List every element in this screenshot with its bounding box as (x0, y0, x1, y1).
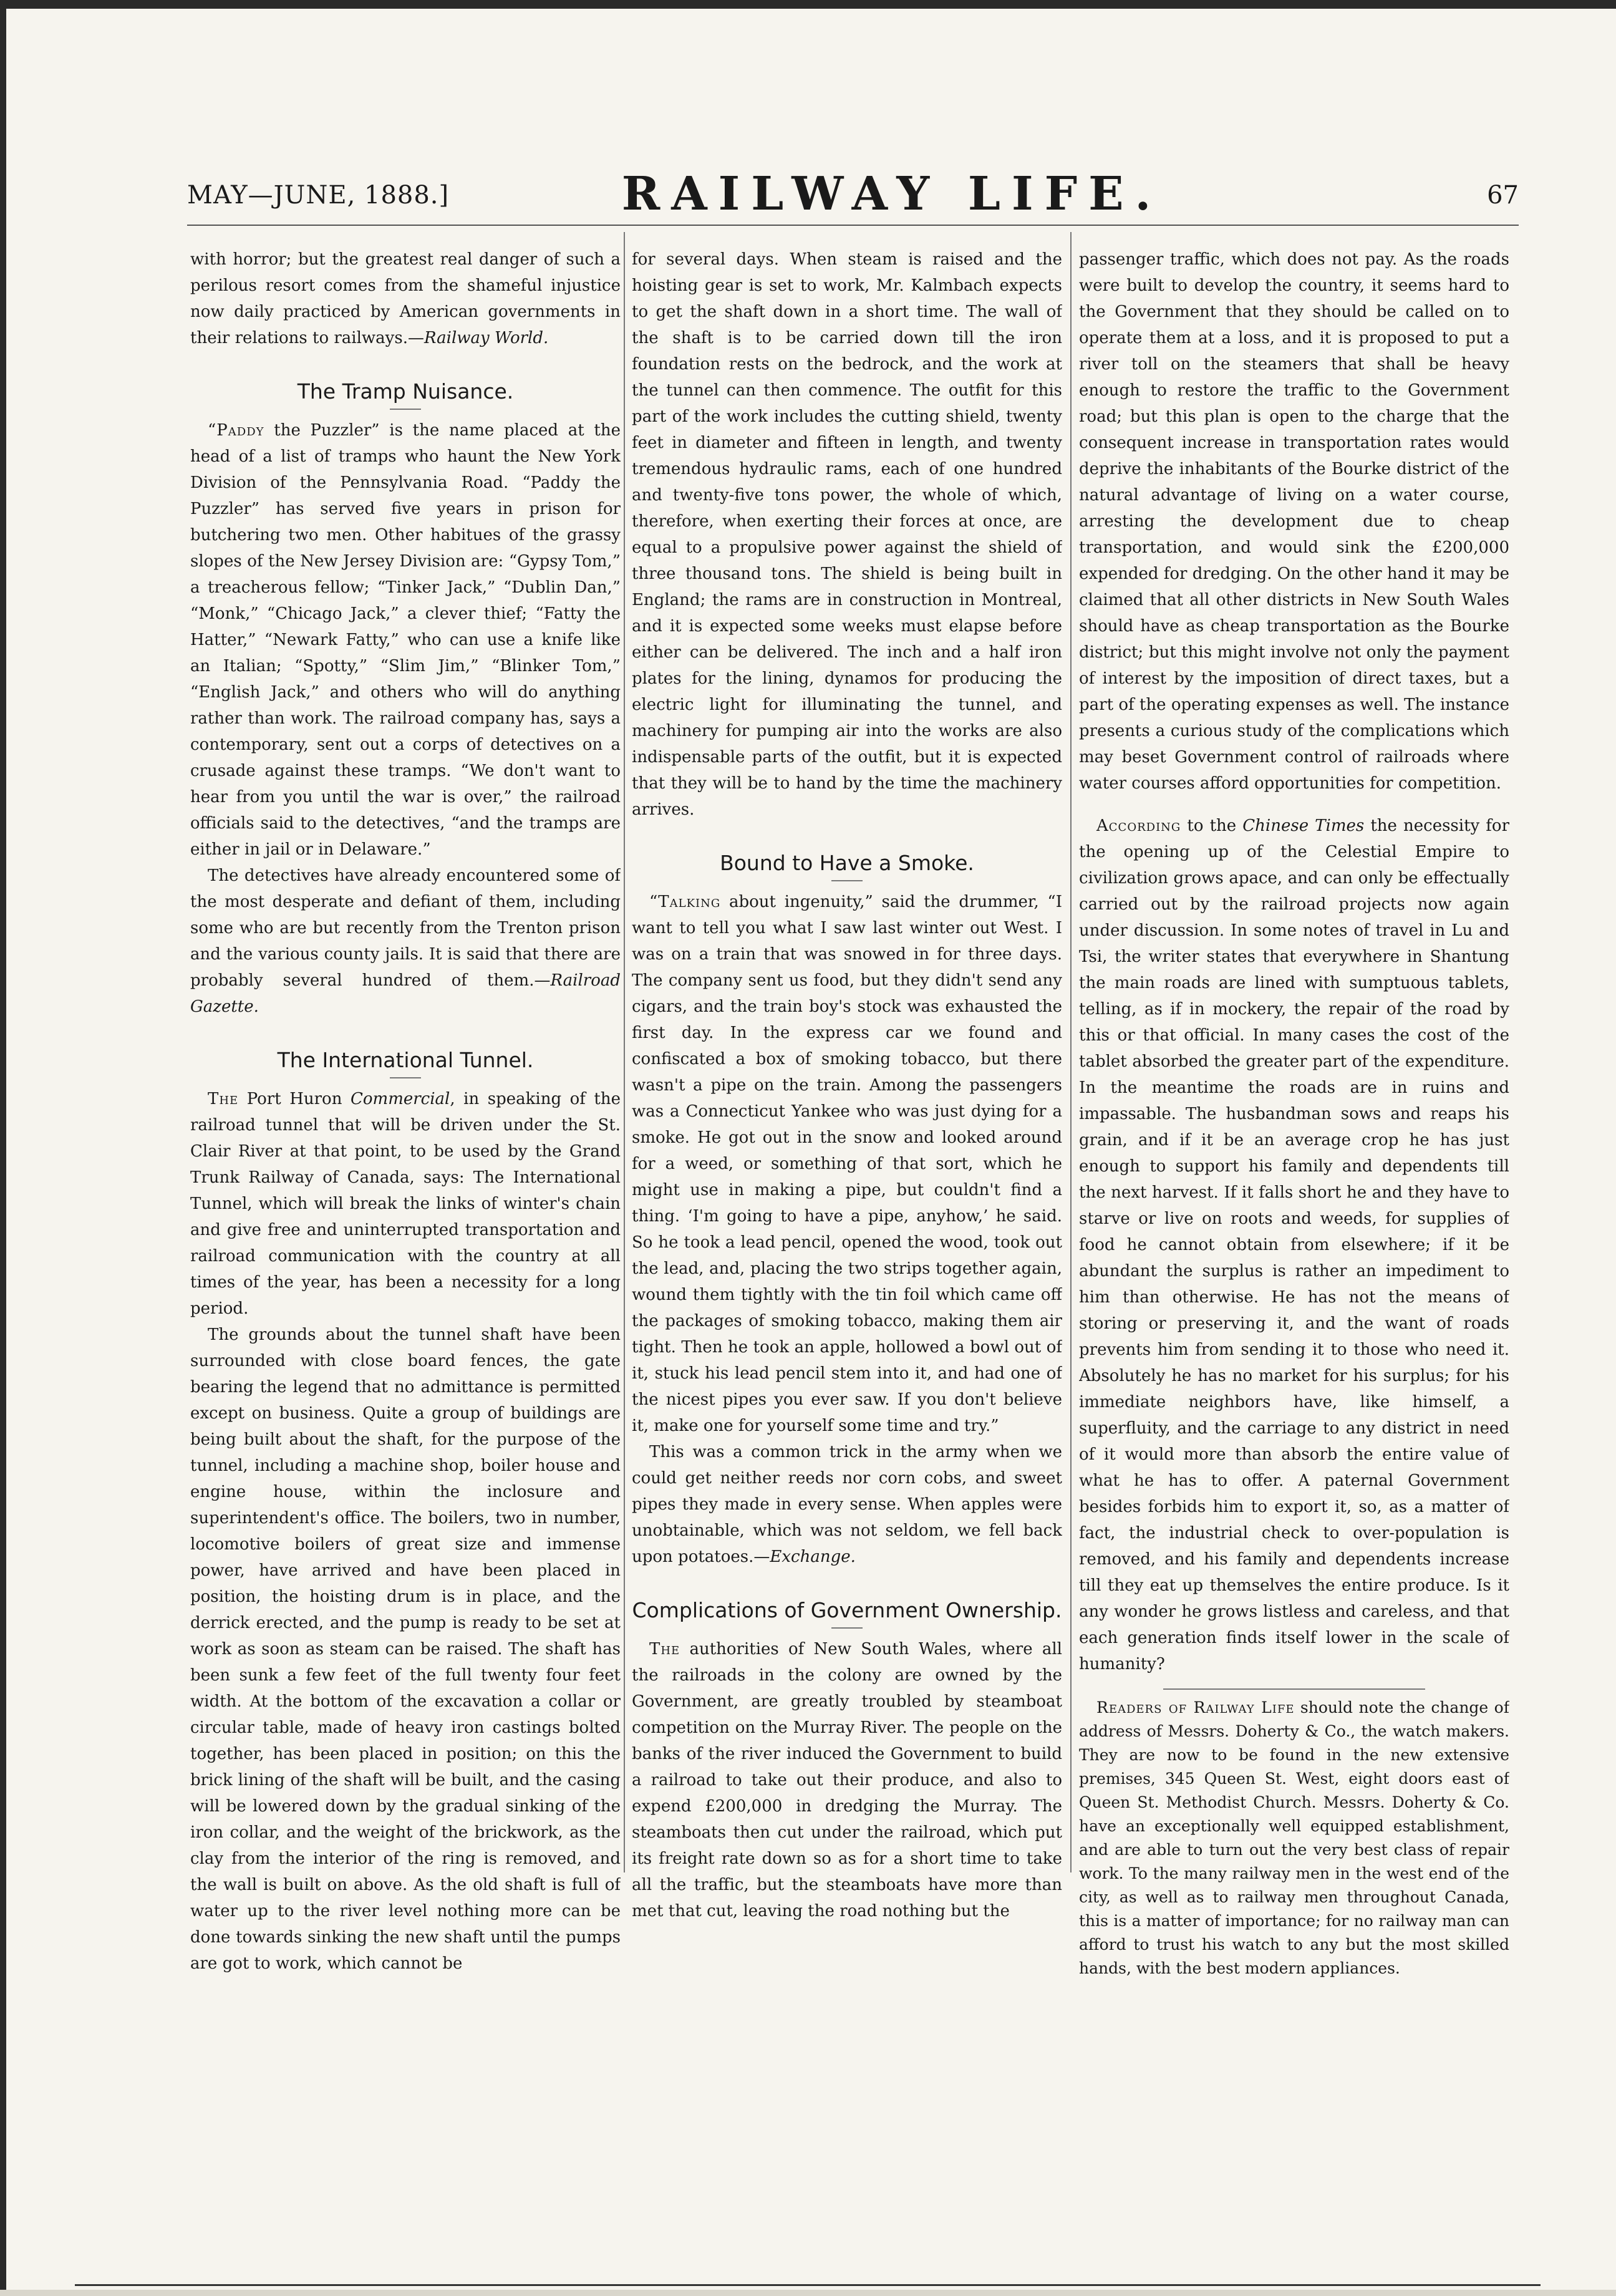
paragraph: The authorities of New South Wales, where all the railroads in the colony are owned by the Government, are greatly troubled by steamboat competition on the Murray River. The people on the banks of the river induced the Government to build a railroad to take out their produce, and also to expend £200,000 in dredging the Murray. The steamboats then cut under the railroad, which put its freight rate down so as for a short time to take all the traffic, but the steamboats have more than met that cut, leaving the road nothing but the (632, 1640, 1062, 1921)
paragraph: with horror; but the greatest real danger of such a perilous resort comes from the shameful injustice now daily practiced by American governments in their relations to railways.—Railway World. (190, 250, 621, 347)
column-2 (632, 246, 1062, 2261)
paragraph: The detectives have already encountered some of the most desperate and defiant of them, including some who are but recently from the Trenton prison and the various county jails. It is said that there are probably several hundred of them.—Railroad Gazette. (190, 866, 621, 1016)
notice-paragraph: Readers of Railway Life should note the change of address of Messrs. Doherty & Co., the watch makers. They are now to be found in the new extensive premises, 345 Queen St. West, eight doors east of Queen St. Methodist Church. Messrs. Doherty & Co. have an exceptionally well equipped establishment, and are able to turn out the very best class of repair work. To the many railway men in the west end of the city, as well as to railway men throughout Canada, this is a matter of importance; for no railway man can afford to trust his watch to any but the most skilled hands, with the best modern appliances. (1079, 1698, 1509, 1977)
header-rule (187, 225, 1519, 226)
title-rule (390, 1077, 421, 1078)
paragraph: “Talking about ingenuity,” said the drummer, “I want to tell you what I saw last winter out West. I was on a train that was snowed in for three days. The company sent us food, but they didn't send any cigars, and the train boy's stock was exhausted the first day. In the express car we found and confiscated a box of smoking tobacco, but there wasn't a pipe on the train. Among the passengers was a Connecticut Yankee who was just dying for a smoke. He got out in the snow and looked around for a weed, or something of that sort, which he might use in making a pipe, but couldn't find a thing. ‘I'm going to have a pipe, anyhow,’ he said. So he took a lead pencil, opened the wood, took out the lead, and, placing the two strips together again, wound them tightly with the tin foil which came off the packages of smoking tobacco, making them air tight. Then he took an apple, hollowed a bowl out of it, stuck his lead pencil stem into it, and had one of the nicest pipes you ever saw. If you don't believe it, make one for yourself some time and try.” (632, 893, 1062, 1435)
article-title: The International Tunnel. (277, 1048, 534, 1072)
issue-date: MAY—JUNE, 1888.] (187, 181, 450, 210)
section-rule (1163, 1688, 1425, 1690)
title-rule (831, 880, 863, 881)
footer-rule (75, 2284, 1541, 2286)
paragraph: “Paddy the Puzzler” is the name placed at the head of a list of tramps who haunt the New York Division of the Pennsylvania Road. “Paddy the Puzzler” has served five years in prison for butchering two men. Other habitues of the grassy slopes of the New Jersey Division are: “Gypsy Tom,” a treacherous fellow; “Tinker Jack,” “Dublin Dan,” “Monk,” “Chicago Jack,” a clever thief; “Fatty the Hatter,” “Newark Fatty,” who can use a knife like an Italian; “Spotty,” “Slim Jim,” “Blinker Tom,” “English Jack,” and others who will do anything rather than work. The railroad company has, says a contemporary, sent out a corps of detectives on a crusade against these tramps. “We don't want to hear from you until the war is over,” the railroad officials said to the detectives, “and the tramps are either in jail or in Delaware.” (190, 421, 621, 859)
column-divider (624, 232, 625, 1872)
article-title: The Tramp Nuisance. (297, 379, 514, 404)
paragraph: The grounds about the tunnel shaft have been surrounded with close board fences, the gate bearing the legend that no admittance is permitted except on business. Quite a group of buildings are being built about the shaft, for the purpose of the tunnel, including a machine shop, boiler house and engine house, within the inclosure and superintendent's office. The boilers, two in number, locomotive boilers of great size and immense power, have arrived and have been placed in position, the hoisting drum is in place, and the derrick erected, and the pump is ready to be set at work as soon as steam can be raised. The shaft has been sunk a few feet of the full twenty four feet width. At the bottom of the excavation a collar or circular table, made of heavy iron castings bolted together, has been placed in position; on this the brick lining of the shaft will be built, and the casing will be lowered down by the gradual sinking of the iron collar, and the weight of the brickwork, as the clay from the interior of the ring is removed, and the wall is built on above. As the old shaft is full of water up to the river level nothing more can be done towards sinking the new shaft until the pumps are got to work, which cannot be (190, 1325, 621, 1973)
source-credit: Railway World. (423, 329, 549, 347)
scan-edge-left (0, 0, 6, 2296)
article-title: Bound to Have a Smoke. (720, 851, 974, 875)
title-rule (831, 1627, 863, 1629)
article-title: Complications of Government Ownership. (632, 1598, 1062, 1622)
source-credit: Railroad Gazette. (190, 971, 621, 1016)
column-1 (190, 246, 621, 2261)
column-3 (1079, 246, 1509, 2261)
scan-edge-bottom (0, 2290, 1616, 2296)
running-head (187, 167, 1519, 221)
title-rule (390, 409, 421, 410)
paragraph: The Port Huron Commercial, in speaking of the railroad tunnel that will be driven under the St. Clair River at that point, to be used by the Grand Trunk Railway of Canada, says: The International Tunnel, which will break the links of winter's chain and give free and uninterrupted transportation and railroad communication with the country at all times of the year, has been a necessity for a long period. (190, 1090, 621, 1318)
scan-edge-top (0, 0, 1616, 9)
column-divider (1070, 232, 1072, 1872)
source-credit: Exchange. (770, 1548, 856, 1566)
paragraph: According to the Chinese Times the necessity for the opening up of the Celestial Empire to civilization grows apace, and can only be effectually carried out by the railroad projects now again under discussion. In some notes of travel in Lu and Tsi, the writer states that everywhere in Shantung the main roads are lined with sumptuous tablets, telling, as if in mockery, the repair of the road by this or that official. In many cases the cost of the tablet absorbed the greater part of the expenditure. In the meantime the roads are in ruins and impassable. The husbandman sows and reaps his grain, and if it be an average crop he has just enough to support his family and dependents till the next harvest. If it falls short he and they have to starve or live on roots and weeds, for supplies of food he cannot obtain from elsewhere; if it be abundant the surplus is rather an impediment to him than otherwise. He has not the means of storing or preserving it, and the want of roads prevents him from sending it to those who need it. Absolutely he has no market for his surplus; for his immediate neighbors have, like himself, a superfluity, and the carriage to any district in need of it would more than absorb the entire value of what he has to offer. A paternal Government besides forbids him to export it, so, as a matter of fact, the industrial check to over-population is removed, and his family and dependents increase till they eat up themselves the entire produce. Is it any wonder he grows listless and careless, and that each generation finds itself lower in the scale of humanity? (1079, 816, 1509, 1674)
page-number: 67 (1487, 181, 1519, 210)
masthead-title: RAILWAY LIFE. (621, 167, 1163, 221)
paragraph: passenger traffic, which does not pay. As the roads were built to develop the country, it seems hard to the Government that they should be called on to operate them at a loss, and it is proposed to put a river toll on the steamers that shall be heavy enough to restore the traffic to the Government road; but this plan is open to the charge that the consequent increase in transportation rates would deprive the inhabitants of the Bourke district of the natural advantage of living on a water course, arresting the development due to cheap transportation, and would sink the £200,000 expended for dredging. On the other hand it may be claimed that all other districts in New South Wales should have as cheap transportation as the Bourke district; but this might involve not only the payment of interest by the imposition of direct taxes, but a part of the operating expenses as well. The instance presents a curious study of the complications which may beset Government control of railroads where water courses afford opportunities for competition. (1079, 250, 1509, 793)
paragraph: for several days. When steam is raised and the hoisting gear is set to work, Mr. Kalmbach expects to get the shaft down in a short time. The wall of the shaft is to be carried down till the iron foundation rests on the bedrock, and the work at the tunnel can then commence. The outfit for this part of the work includes the cutting shield, twenty feet in diameter and fifteen in length, and twenty tremendous hydraulic rams, each of one hundred and twenty-five tons power, the whole of which, therefore, when exerting their forces at once, are equal to a propulsive power against the shield of three thousand tons. The shield is being built in England; the rams are in construction in Montreal, and it is expected some weeks must elapse before either can be delivered. The inch and a half iron plates for the lining, dynamos for producing the electric light for illuminating the tunnel, and machinery for pumping air into the works are also indispensable parts of the outfit, but it is expected that they will be to hand by the time the machinery arrives. (632, 250, 1062, 819)
paragraph: This was a common trick in the army when we could get neither reeds nor corn cobs, and sweet pipes they made in every sense. When apples were unobtainable, which was not seldom, we fell back upon potatoes.—Exchange. (632, 1443, 1062, 1566)
